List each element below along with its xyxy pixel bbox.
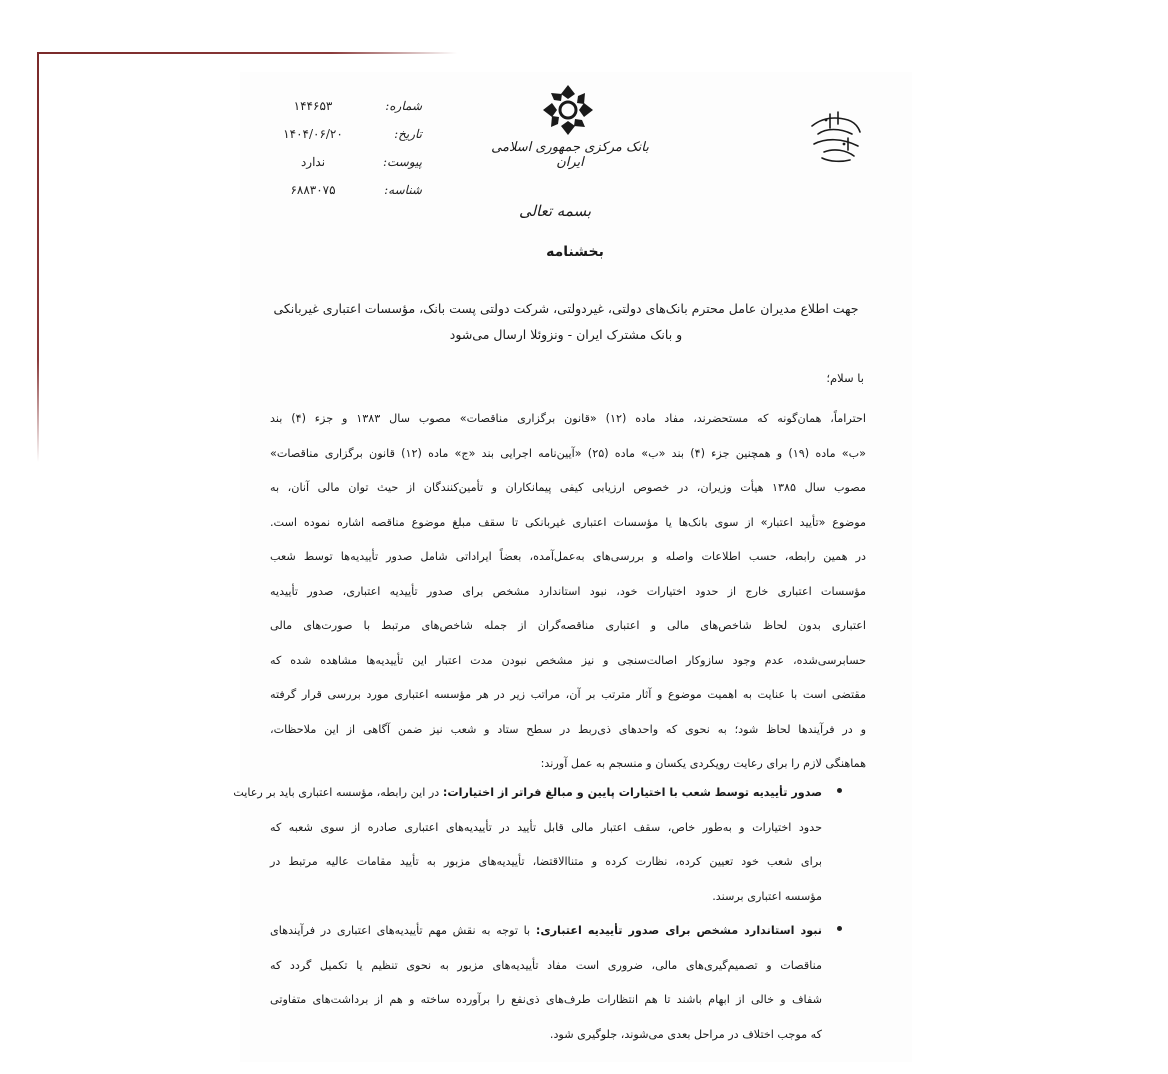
bullet-item <box>233 776 846 914</box>
frame-border-top <box>37 52 457 54</box>
meta-id <box>262 176 422 204</box>
bullet-first-line-rest: با توجه به نقش مهم تأییدیه‌های اعتباری در فرآیندهای <box>270 924 531 937</box>
bullet-lead: نبود استاندارد مشخص برای صدور تأییدیه اعتباری: <box>535 924 822 937</box>
meta-date-label: تاریخ: <box>394 127 422 141</box>
body-paragraph <box>270 402 866 782</box>
paragraph-line: احتراماً، همان‌گونه که مستحضرند، مفاد ماده (۱۲) «قانون برگزاری مناقصات» مصوب سال ۱۳۸۳ و جزء (۴) بند <box>270 412 866 425</box>
recipients-paragraph: جهت اطلاع مدیران عامل محترم بانک‌های دولتی، غیردولتی، شرکت دولتی پست بانک، مؤسسات اعتباری غیربانکی و بانک مشترک ایران - ونزوئلا ارسال می‌شود <box>273 301 859 342</box>
document-title: بخشنامه <box>546 244 604 260</box>
basmala-text: بسمه تعالی <box>518 202 592 220</box>
meta-attachment-value: ندارد <box>300 155 326 169</box>
central-bank-logo-icon <box>540 82 596 138</box>
paragraph-line: و در فرآیندها لحاظ شود؛ به نحوی که واحدهای ذی‌ربط در سطح ستاد و شعب نیز ضمن آگاهی از این ملاحظات، <box>270 722 866 736</box>
paragraph-line: اعتباری بدون لحاظ شاخص‌های مالی و اعتباری مناقصه‌گران از جمله شاخص‌های مرتبط با صورت‌های مالی <box>270 619 866 632</box>
bank-name: بانک مرکزی جمهوری اسلامی ایران <box>491 140 649 170</box>
bullet-first-line-rest: در این رابطه، مؤسسه اعتباری باید بر رعایت <box>233 786 440 799</box>
bullet-list <box>233 776 846 1052</box>
meta-attachment-label: پیوست: <box>382 155 422 169</box>
meta-number-value: ۱۴۴۶۵۳ <box>293 99 333 113</box>
paragraph-line: حسابرسی‌شده، عدم وجود سازوکار اصالت‌سنجی و نیز مشخص نبودن مدت اعتبار این تأییدیه‌ها مشاهده شده که <box>270 653 866 667</box>
bullet-line: مؤسسه اعتباری برسند. <box>712 889 822 903</box>
frame-border-left <box>37 52 39 462</box>
year-slogan-calligraphy <box>804 104 868 170</box>
meta-number-label: شماره: <box>385 99 422 113</box>
meta-attachment <box>262 148 422 176</box>
paragraph-line: در همین رابطه، حسب اطلاعات واصله و بررسی‌های به‌عمل‌آمده، بعضاً ایراداتی شامل صدور تأییدیه‌ها توسط شعب <box>270 550 866 563</box>
bullet-dot-icon <box>837 926 842 931</box>
bullet-lead: صدور تأییدیه توسط شعب با اختیارات پایین و مبالغ فراتر از اختیارات: <box>442 786 822 799</box>
paragraph-line: موضوع «تأیید اعتبار» از سوی بانک‌ها یا مؤسسات اعتباری غیربانکی تا سقف مبلغ موضوع مناقصه اشاره نموده است. <box>270 515 866 529</box>
bullet-line: شفاف و خالی از ابهام باشند تا هم انتظارات طرف‌های ذی‌نفع را برآورده ساخته و هم از برداشت‌های متفاوتی <box>270 993 822 1006</box>
paragraph-line: مصوب سال ۱۳۸۵ هیأت وزیران، در خصوص ارزیابی کیفی پیمانکاران و تأمین‌کنندگان از حیث توان مالی آنان، به <box>270 481 867 494</box>
bullet-first-line <box>270 914 822 949</box>
bullet-line: حدود اختیارات و به‌طور خاص، سقف اعتبار مالی قابل تأیید در تأییدیه‌های اعتباری صادره از سوی شعبه که <box>270 820 822 834</box>
meta-id-label: شناسه: <box>384 183 422 197</box>
bullet-line: که موجب اختلاف در مراحل بعدی می‌شوند، جلوگیری شود. <box>549 1027 822 1041</box>
letter-metadata <box>262 92 422 204</box>
meta-date-value: ۱۴۰۴/۰۶/۲۰ <box>283 127 343 141</box>
paragraph-line: «ب» ماده (۱۹) و همچنین جزء (۴) بند «ب» ماده (۲۵) «آیین‌نامه اجرایی بند «ج» ماده (۱۲) قانون برگزاری مناقصات» <box>270 446 866 460</box>
meta-number <box>262 92 422 120</box>
basmala-calligraphy <box>520 192 590 226</box>
paragraph-line: هماهنگی لازم را برای رعایت رویکردی یکسان و منسجم به عمل آورند: <box>540 757 866 770</box>
greeting: با سلام؛ <box>826 371 864 385</box>
bullet-dot-icon <box>837 788 842 793</box>
paragraph-line: مؤسسات اعتباری خارج از حدود اختیارات خود، نبود استاندارد مشخص برای صدور تأییدیه اعتباری، صدور تأییدیه <box>270 584 866 598</box>
bullet-first-line <box>233 776 822 811</box>
meta-id-value: ۶۸۸۳۰۷۵ <box>290 183 336 197</box>
bullet-item <box>270 914 846 1052</box>
bullet-line: برای شعب خود تعیین کرده، نظارت کرده و متناالاقتضا، تأییدیه‌های مزبور به تأیید مقامات عالیه مرتبط در <box>270 855 822 868</box>
paragraph-line: مقتضی است با عنایت به اهمیت موضوع و آثار مترتب بر آن، مراتب زیر در هر مؤسسه اعتباری مورد بررسی قرار گرفته <box>270 688 866 701</box>
meta-date <box>262 120 422 148</box>
bullet-line: مناقصات و تصمیم‌گیری‌های مالی، ضروری است مفاد تأییدیه‌های مزبور به نحوی تنظیم یا تکمیل گردد که <box>270 958 822 972</box>
